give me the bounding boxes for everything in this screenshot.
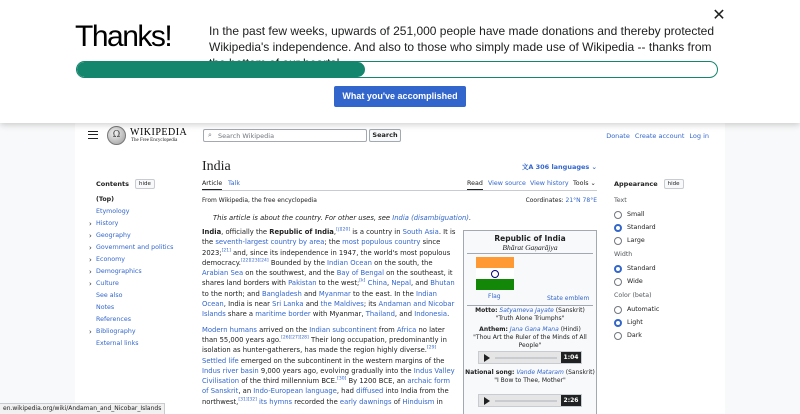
link-nepal[interactable]: Nepal — [391, 279, 411, 288]
color-options — [614, 303, 714, 342]
width-option-label: Standard — [627, 265, 656, 272]
link-myanmar[interactable]: Myanmar — [318, 289, 351, 298]
toc-item[interactable] — [89, 242, 186, 254]
login-link[interactable]: Log in — [689, 132, 709, 140]
article-body — [202, 227, 458, 412]
link-hymns[interactable]: its hymns — [259, 397, 293, 406]
radio-button[interactable] — [614, 237, 622, 245]
donate-link[interactable]: Donate — [606, 132, 630, 140]
chevron-right-icon[interactable]: › — [89, 256, 92, 264]
chevron-right-icon[interactable]: › — [89, 328, 92, 336]
toc-item[interactable] — [96, 302, 186, 314]
toc-item[interactable] — [89, 266, 186, 278]
color-option[interactable] — [614, 316, 714, 329]
link-indian-ocean[interactable]: Indian Ocean — [327, 258, 372, 267]
radio-button[interactable] — [614, 332, 622, 340]
donation-progress-fill — [77, 62, 365, 77]
chevron-right-icon[interactable]: › — [89, 280, 92, 288]
text-size-option-label: Standard — [627, 224, 656, 231]
toc-item-label: Economy — [96, 256, 125, 263]
link-seventh-largest[interactable]: seventh-largest country by area — [215, 238, 325, 247]
status-bar-url: en.wikipedia.org/wiki/Andaman_and_Nicobar_Islands — [0, 403, 165, 414]
text-size-option-label: Small — [627, 211, 645, 218]
article — [202, 159, 597, 406]
link-hinduism[interactable]: Hinduism — [402, 397, 435, 406]
coordinates-link[interactable]: 21°N 78°E — [565, 197, 597, 204]
link-diffused[interactable]: diffused — [356, 387, 384, 396]
radio-button[interactable] — [614, 319, 622, 327]
anthem-row — [464, 326, 596, 350]
motto-translation: "Truth Alone Triumphs" — [495, 315, 565, 322]
toc-header — [96, 179, 186, 189]
toc-item-label: Culture — [96, 280, 119, 287]
width-label: Width — [614, 251, 633, 258]
radio-button[interactable] — [614, 306, 622, 314]
motto-label: Motto: — [475, 307, 498, 314]
chevron-right-icon[interactable]: › — [89, 268, 92, 276]
hatnote — [213, 214, 471, 222]
toc-item[interactable] — [96, 206, 186, 218]
audio-progress-track[interactable] — [495, 357, 557, 359]
width-option[interactable] — [614, 275, 714, 288]
anthem-duration: 1:04 — [561, 352, 581, 363]
flag-caption[interactable]: Flag — [488, 293, 501, 300]
from-wikipedia-note: From Wikipedia, the free encyclopedia — [202, 197, 317, 204]
motto-language: (Sanskrit) — [555, 307, 585, 314]
hatnote-prefix: This article is about the country. For other uses, see — [213, 214, 393, 222]
toc-heading: Contents — [96, 180, 129, 188]
toc-item[interactable] — [89, 230, 186, 242]
page-title: India — [202, 159, 231, 174]
link-indus-river-basin[interactable]: Indus river basin — [202, 366, 259, 375]
link-thailand[interactable]: Thailand — [365, 310, 395, 319]
link-settled-life[interactable]: Settled life — [202, 356, 239, 365]
play-icon[interactable] — [484, 397, 490, 405]
toc-item-label: References — [96, 316, 131, 323]
color-option[interactable] — [614, 329, 714, 342]
text-size-option-label: Large — [627, 237, 645, 244]
link-maldives[interactable]: the Maldives — [320, 300, 364, 309]
song-duration: 2:26 — [561, 395, 581, 406]
motto-row — [464, 307, 596, 323]
radio-button[interactable] — [614, 278, 622, 286]
radio-button[interactable] — [614, 265, 622, 273]
tools-menu[interactable]: Tools ⌄ — [573, 180, 596, 187]
text-size-option[interactable] — [614, 234, 714, 247]
text-size-options — [614, 208, 714, 247]
tab-view-source[interactable]: View source — [488, 180, 526, 187]
color-option-label: Automatic — [627, 306, 660, 313]
tools-label: Tools — [573, 180, 589, 187]
anthem-audio-player[interactable] — [478, 351, 582, 364]
table-of-contents — [89, 179, 186, 350]
donation-progress-bar — [76, 61, 718, 78]
song-link[interactable]: Vande Mataram — [516, 369, 564, 376]
width-option-label: Wide — [627, 278, 643, 285]
link-bhutan[interactable]: Bhutan — [430, 279, 455, 288]
banner-message: In the past few weeks, upwards of 251,000 people have made donations and thereby protected Wikipedia's independence. And also to those who simply made use of Wikipedia -- thanks from — [209, 24, 715, 54]
song-audio-player[interactable] — [478, 394, 582, 407]
infobox-native-name: Bhārat Gaṇarājya — [502, 243, 558, 252]
wikipedia-tagline: The Free Encyclopedia — [131, 138, 178, 143]
tab-talk[interactable]: Talk — [228, 180, 241, 187]
anthem-language: (Hindi) — [560, 326, 581, 333]
toc-item-label: Government and politics — [96, 244, 174, 251]
flag-stripe-saffron — [476, 257, 514, 268]
toc-item-label: Geography — [96, 232, 131, 239]
toc-item[interactable] — [96, 314, 186, 326]
text-size-label: Text — [614, 197, 627, 204]
anthem-link[interactable]: Jana Gana Mana — [509, 326, 559, 333]
search-box — [203, 129, 367, 142]
appearance-heading: Appearance — [614, 180, 658, 188]
link-china[interactable]: China — [367, 279, 387, 288]
appearance-hide-button[interactable]: hide — [664, 179, 684, 189]
wikipedia-wordmark[interactable]: WIKIPEDIA — [130, 127, 188, 138]
site-header — [75, 123, 725, 151]
hatnote-suffix: . — [468, 214, 472, 222]
toc-item-label: Etymology — [96, 208, 130, 215]
link-archaic-sanskrit[interactable]: archaic form of Sanskrit — [202, 377, 450, 396]
chevron-right-icon[interactable]: › — [89, 232, 92, 240]
text-size-option[interactable] — [614, 221, 714, 234]
link-indian-ocean-2[interactable]: Indian Ocean — [202, 289, 437, 309]
toc-item[interactable] — [89, 278, 186, 290]
page-tabs — [202, 180, 597, 191]
tab-read[interactable]: Read — [467, 180, 483, 190]
infobox — [463, 230, 597, 414]
motto-link[interactable]: Satyameva Jayate — [499, 307, 554, 314]
toc-item[interactable] — [96, 338, 186, 350]
song-translation: "I Bow to Thee, Mother" — [494, 377, 566, 384]
anthem-label: Anthem: — [479, 326, 508, 333]
search-icon: ⌕ — [208, 131, 212, 139]
radio-button[interactable] — [614, 211, 622, 219]
toc-item[interactable] — [89, 326, 186, 338]
banner-title: Thanks! — [75, 20, 172, 53]
disambiguation-link[interactable]: India (disambiguation) — [392, 214, 469, 222]
flag-stripe-white — [476, 268, 514, 279]
wikipedia-globe-icon[interactable]: Ω — [107, 126, 126, 145]
chevron-right-icon[interactable]: › — [89, 244, 92, 252]
infobox-title: Republic of India — [494, 234, 566, 243]
coordinates — [526, 197, 597, 204]
tab-article[interactable]: Article — [202, 180, 222, 190]
appearance-header — [614, 179, 714, 189]
color-option[interactable] — [614, 303, 714, 316]
toc-item[interactable] — [89, 218, 186, 230]
width-options — [614, 262, 714, 288]
link-bay-of-bengal[interactable]: Bay of Bengal — [336, 269, 384, 278]
toc-item-label: History — [96, 220, 119, 227]
song-label: National song: — [465, 369, 515, 376]
wikipedia-page — [75, 123, 725, 414]
color-label: Color (beta) — [614, 292, 652, 299]
link-indus-valley[interactable]: Indus Valley Civilisation — [202, 366, 455, 386]
text-size-option[interactable] — [614, 208, 714, 221]
link-africa[interactable]: Africa — [396, 325, 417, 334]
link-andaman-nicobar[interactable]: Andaman and Nicobar Islands — [202, 300, 455, 319]
toc-item-label: (Top) — [96, 196, 115, 203]
fundraising-banner — [0, 0, 800, 123]
link-pakistan[interactable]: Pakistan — [288, 279, 317, 288]
toc-item-label: Notes — [96, 304, 115, 311]
chevron-right-icon[interactable]: › — [89, 220, 92, 228]
link-most-populous[interactable]: most populous country — [342, 238, 421, 247]
play-icon[interactable] — [484, 354, 490, 362]
radio-button[interactable] — [614, 224, 622, 232]
color-option-label: Light — [627, 319, 643, 326]
link-arabian-sea[interactable]: Arabian Sea — [202, 269, 244, 278]
toc-item-label: External links — [96, 340, 139, 347]
width-option[interactable] — [614, 262, 714, 275]
toc-item-label: Demographics — [96, 268, 142, 275]
languages-button[interactable]: 文A 306 languages ⌄ — [521, 163, 597, 171]
accomplished-button[interactable]: What you've accomplished — [334, 86, 466, 107]
second-paragraph: Modern humans arrived on the Indian subcontinent from Africa no later than 55,000 years ago.[26][27][28] Their long occupation, predominantly in isolation as hunter-gatherers, has made the region highly diverse.[29] Settled life emerged on the subcontinent in the western margins of the Indus river basin 9,000 years ago, evolving gradually into the Indus Valley Civilisation of the third millennium BCE.[30] By 1200 BCE, an archaic form of Sanskrit, an Indo-European language, had diffused into India from the northwest,[31][32] its hymns recorded the early dawnings of Hinduism in — [202, 325, 455, 406]
link-maritime-border[interactable]: maritime border — [255, 310, 311, 319]
translate-icon: 文A — [521, 163, 536, 171]
link-indo-european[interactable]: Indo-European language — [253, 387, 337, 396]
ashoka-chakra-icon — [491, 270, 499, 278]
link-modern-humans[interactable]: Modern humans — [202, 325, 257, 334]
infobox-divider — [467, 305, 593, 306]
search-input[interactable] — [218, 131, 363, 141]
toc-item[interactable] — [96, 290, 186, 302]
search-button[interactable]: Search — [369, 129, 401, 142]
lead-paragraph: India, officially the Republic of India,[j][20] is a country in South Asia. It is the seventh-largest country by area; the most populous country since 2023;[21] and, since its independence in 1947, the world's most populous democracy.[22][23][24] Bounded by the Indian Ocean on the south, the Arabian Sea on the southwest, and the Bay of Bengal on the southeast, it shares land borders with Pakistan to the west;[k] China, Nepal, and Bhutan to the north; and Bangladesh and Myanmar to the east. In the Indian Ocean, India is near Sri Lanka and the Maldives; its Andaman and Nicobar Islands share a maritime border with Myanmar, Thailand, and Indonesia. — [202, 227, 456, 319]
anthem-translation: "Thou Art the Ruler of the Minds of All People" — [473, 334, 587, 349]
audio-progress-track[interactable] — [495, 400, 557, 402]
close-icon[interactable]: ✕ — [712, 5, 726, 24]
link-south-asia[interactable]: South Asia — [402, 228, 439, 236]
toc-list — [89, 194, 186, 350]
song-language: (Sanskrit) — [565, 369, 595, 376]
toc-item-label: See also — [96, 292, 123, 299]
national-song-row — [464, 369, 596, 385]
flag-of-india[interactable] — [476, 257, 514, 290]
languages-label: 306 languages — [535, 163, 590, 171]
toc-hide-button[interactable]: hide — [135, 179, 155, 189]
hamburger-menu-icon[interactable] — [88, 131, 98, 139]
link-indonesia[interactable]: Indonesia — [414, 310, 448, 319]
toc-item[interactable] — [89, 254, 186, 266]
toc-item-label: Bibliography — [96, 328, 136, 335]
link-bangladesh[interactable]: Bangladesh — [261, 289, 302, 298]
coordinates-label: Coordinates: — [525, 197, 564, 204]
flag-stripe-green — [476, 279, 514, 290]
user-links — [606, 132, 709, 140]
color-option-label: Dark — [627, 332, 642, 339]
emblem-caption[interactable]: State emblem — [547, 295, 590, 302]
link-sri-lanka[interactable]: Sri Lanka — [272, 300, 304, 309]
link-early-dawnings[interactable]: early dawnings — [339, 397, 392, 406]
infobox-divider — [467, 253, 593, 254]
link-indian-subcontinent[interactable]: Indian subcontinent — [309, 325, 377, 334]
tab-view-history[interactable]: View history — [530, 180, 569, 187]
toc-item[interactable] — [96, 194, 186, 206]
create-account-link[interactable]: Create account — [634, 132, 685, 140]
appearance-panel — [614, 179, 714, 342]
